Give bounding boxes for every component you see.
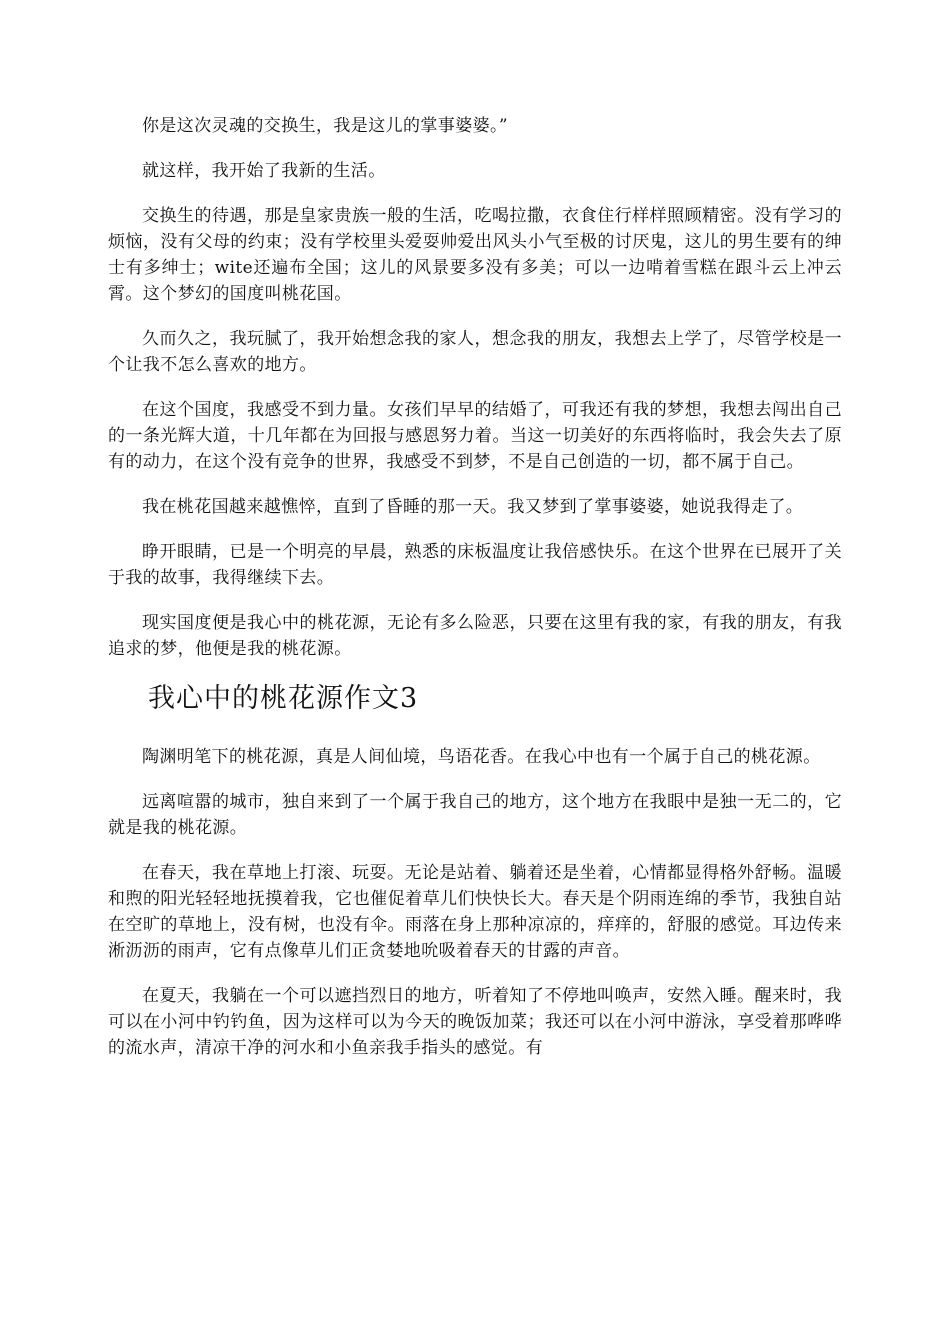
- paragraph-8: 现实国度便是我心中的桃花源，无论有多么险恶，只要在这里有我的家，有我的朋友，有我追求的梦，他便是我的桃花源。: [108, 613, 842, 659]
- paragraph-11: 在春天，我在草地上打滚、玩耍。无论是站着、躺着还是坐着，心情都显得格外舒畅。温暖和煦的阳光轻轻地抚摸着我，它也催促着草儿们快快长大。春天是个阴雨连绵的季节，我独自站在空旷的草地上，没有树，也没有伞。雨落在身上那种凉凉的，痒痒的，舒服的感觉。耳边传来淅沥沥的雨声，它有点像草儿们正贪婪地吮吸着春天的甘露的声音。: [108, 863, 842, 961]
- paragraph-9: 陶渊明笔下的桃花源，真是人间仙境，鸟语花香。在我心中也有一个属于自己的桃花源。: [142, 747, 821, 767]
- paragraph-1: 你是这次灵魂的交换生，我是这儿的掌事婆婆。”: [142, 116, 508, 136]
- paragraph-7: 睁开眼睛，已是一个明亮的早晨，熟悉的床板温度让我倍感快乐。在这个世界在已展开了关于我的故事，我得继续下去。: [108, 542, 842, 588]
- paragraph-5: 在这个国度，我感受不到力量。女孩们早早的结婚了，可我还有我的梦想，我想去闯出自己的一条光辉大道，十几年都在为回报与感恩努力着。当这一切美好的东西将临时，我会失去了原有的动力，在这个没有竞争的世界，我感受不到梦，不是自己创造的一切，都不属于自己。: [108, 400, 842, 472]
- paragraph-3: 交换生的待遇，那是皇家贵族一般的生活，吃喝拉撒，衣食住行样样照顾精密。没有学习的烦恼，没有父母的约束；没有学校里头爱耍帅爱出风头小气至极的讨厌鬼，这儿的男生要有的绅士有多绅士；wite还遍布全国；这儿的风景要多没有多美；可以一边啃着雪糕在跟斗云上冲云霄。这个梦幻的国度叫桃花国。: [108, 206, 842, 304]
- paragraph-4: 久而久之，我玩腻了，我开始想念我的家人，想念我的朋友，我想去上学了，尽管学校是一个让我不怎么喜欢的地方。: [108, 329, 842, 375]
- section-heading: 我心中的桃花源作文3: [148, 683, 419, 714]
- paragraph-6: 我在桃花国越来越憔悴，直到了昏睡的那一天。我又梦到了掌事婆婆，她说我得走了。: [142, 497, 804, 517]
- document-page: [108, 113, 842, 1080]
- paragraph-12: 在夏天，我躺在一个可以遮挡烈日的地方，听着知了不停地叫唤声，安然入睡。醒来时，我可以在小河中钓钓鱼，因为这样可以为今天的晚饭加菜；我还可以在小河中游泳，享受着那哗哗的流水声，清凉干净的河水和小鱼亲我手指头的感觉。有: [108, 986, 842, 1058]
- paragraph-10: 远离喧嚣的城市，独自来到了一个属于我自己的地方，这个地方在我眼中是独一无二的，它就是我的桃花源。: [108, 792, 842, 838]
- paragraph-2: 就这样，我开始了我新的生活。: [142, 161, 386, 181]
